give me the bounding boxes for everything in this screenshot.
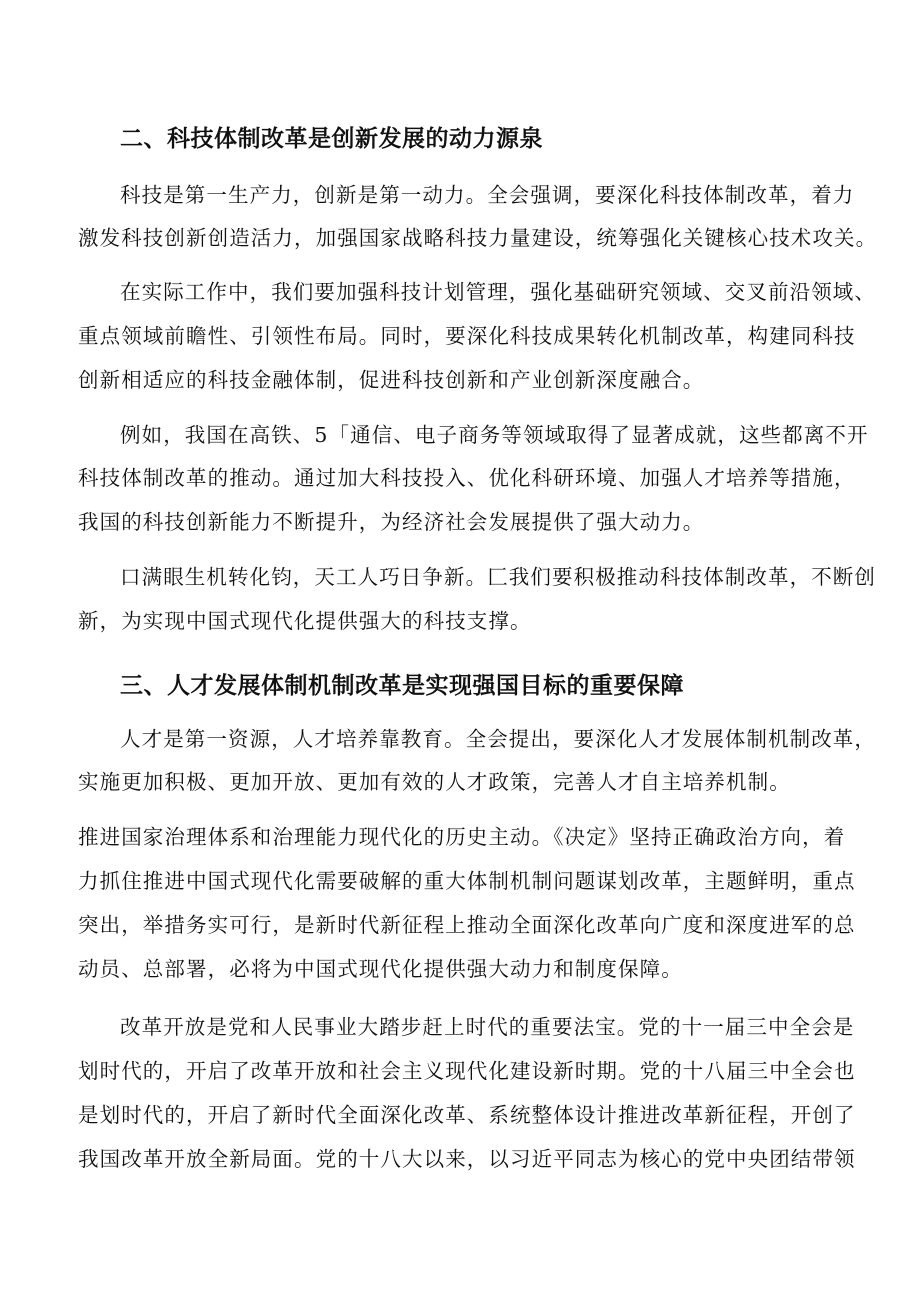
text-line: 例如，我国在高铁、5「通信、电子商务等领域取得了显著成就，这些都离不开 bbox=[120, 423, 869, 447]
text-line: 科技是第一生产力，创新是第一动力。全会强调，要深化科技体制改革，着力 bbox=[120, 183, 855, 207]
text-line: 在实际工作中，我们要加强科技计划管理，强化基础研究领域、交叉前沿领域、 bbox=[120, 280, 876, 304]
text-line: 重点领域前瞻性、引领性布局。同时，要深化科技成果转化机制改革，构建同科技 bbox=[78, 324, 856, 348]
text-line: 创新相适应的科技金融体制，促进科技创新和产业创新深度融合。 bbox=[78, 368, 705, 392]
text-line: 新，为实现中国式现代化提供强大的科技支撑。 bbox=[78, 609, 532, 633]
text-line: 动员、总部署，必将为中国式现代化提供强大动力和制度保障。 bbox=[78, 957, 683, 981]
text-line: 我国的科技创新能力不断提升，为经济社会发展提供了强大动力。 bbox=[78, 510, 705, 534]
section-heading-2: 二、科技体制改革是创新发展的动力源泉 bbox=[120, 126, 543, 152]
text-line: 划时代的，开启了改革开放和社会主义现代化建设新时期。党的十八届三中全会也 bbox=[78, 1059, 856, 1083]
text-line: 激发科技创新创造活力，加强国家战略科技力量建设，统筹强化关键核心技术攻关。 bbox=[78, 226, 878, 250]
text-line: 实施更加积极、更加开放、更加有效的人才政策，完善人才自主培养机制。 bbox=[78, 770, 791, 794]
text-line: 口满眼生机转化钧，天工人巧日争新。匚我们要积极推动科技体制改革，不断创 bbox=[120, 565, 876, 589]
text-line: 科技体制改革的推动。通过加大科技投入、优化科研环境、加强人才培养等措施， bbox=[78, 466, 856, 490]
text-line: 是划时代的，开启了新时代全面深化改革、系统整体设计推进改革新征程，开创了 bbox=[78, 1103, 856, 1127]
text-line: 我国改革开放全新局面。党的十八大以来，以习近平同志为核心的党中央团结带领 bbox=[78, 1147, 856, 1171]
text-line: 推进国家治理体系和治理能力现代化的历史主动。《决定》坚持正确政治方向，着 bbox=[78, 825, 846, 849]
text-line: 突出，举措务实可行，是新时代新征程上推动全面深化改革向广度和深度进军的总 bbox=[78, 913, 856, 937]
text-line: 力抓住推进中国式现代化需要破解的重大体制机制问题谋划改革，主题鲜明，重点 bbox=[78, 869, 856, 893]
text-line: 人才是第一资源，人才培养靠教育。全会提出，要深化人才发展体制机制改革， bbox=[120, 727, 876, 751]
section-heading-3: 三、人才发展体制机制改革是实现强国目标的重要保障 bbox=[120, 673, 684, 699]
text-line: 改革开放是党和人民事业大踏步赶上时代的重要法宝。党的十一届三中全会是 bbox=[120, 1015, 855, 1039]
